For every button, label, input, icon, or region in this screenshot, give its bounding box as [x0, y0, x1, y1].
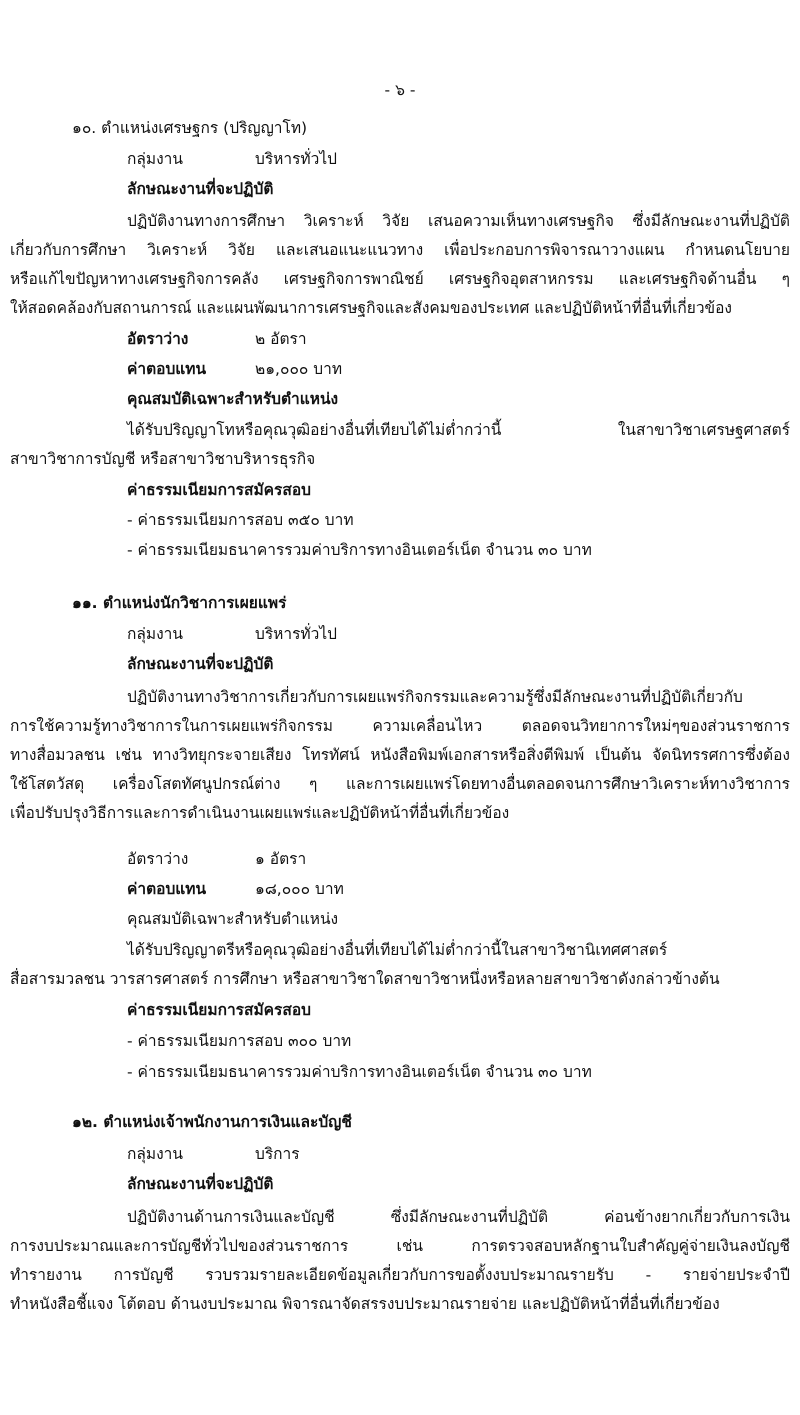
section-11	[0, 589, 800, 1087]
qualification-title: คุณสมบัติเฉพาะสำหรับตำแหน่ง	[127, 390, 339, 408]
qualification-line: ได้รับปริญญาโทหรือคุณวุฒิอย่างอื่นที่เทียบได้ไม่ต่ำกว่านี้ ในสาขาวิชาเศรษฐศาสตร์	[127, 421, 790, 439]
work-group-value: บริหารทั่วไป	[255, 625, 337, 643]
duty-line: ปฏิบัติงานด้านการเงินและบัญชี ซึ่งมีลักษณะงานที่ปฏิบัติ ค่อนข้างยากเกี่ยวกับการเงิน	[127, 1208, 790, 1226]
section-12	[0, 1108, 800, 1319]
duty-line: ทำรายงาน การบัญชี รวบรวมรายละเอียดข้อมูลเกี่ยวกับการขอตั้งงบประมาณรายรับ - รายจ่ายประจำปี	[10, 1266, 790, 1284]
fee-line: - ค่าธรรมเนียมธนาคารรวมค่าบริการทางอินเตอร์เน็ต จำนวน ๓๐ บาท	[127, 1063, 592, 1081]
fee-line: - ค่าธรรมเนียมการสอบ ๓๕๐ บาท	[127, 511, 354, 529]
work-group-label: กลุ่มงาน	[127, 625, 183, 643]
page-number: - ๖ -	[384, 81, 416, 99]
duty-line: ทำหนังสือชี้แจง โต้ตอบ ด้านงบประมาณ พิจารณาจัดสรรงบประมาณรายจ่าย และปฏิบัติหน้าที่อื่นที่เกี่ยวข้อง	[10, 1295, 720, 1313]
section-10	[0, 114, 800, 565]
vacancy-value: ๑ อัตรา	[255, 850, 307, 868]
qualification-paragraph	[0, 416, 800, 474]
salary-label: ค่าตอบแทน	[127, 880, 207, 898]
fee-title: ค่าธรรมเนียมการสมัครสอบ	[127, 1001, 311, 1019]
qualification-title: คุณสมบัติเฉพาะสำหรับตำแหน่ง	[127, 910, 339, 928]
duty-line: ปฏิบัติงานทางวิชาการเกี่ยวกับการเผยแพร่กิจกรรมและความรู้ซึ่งมีลักษณะงานที่ปฏิบัติเกี่ยวกับ	[127, 688, 743, 706]
duty-title: ลักษณะงานที่จะปฏิบัติ	[127, 180, 274, 198]
salary-label: ค่าตอบแทน	[127, 360, 207, 378]
work-group-row	[0, 620, 800, 649]
work-group-value: บริหารทั่วไป	[255, 150, 337, 168]
duty-line: ทางสื่อมวลชน เช่น ทางวิทยุกระจายเสียง โทรทัศน์ หนังสือพิมพ์เอกสารหรือสิ่งตีพิมพ์ เป็นต้น จัดนิทรรศการซึ่งต้อง	[10, 746, 790, 764]
duty-title: ลักษณะงานที่จะปฏิบัติ	[127, 1175, 274, 1193]
qualification-line: สาขาวิชาการบัญชี หรือสาขาวิชาบริหารธุรกิจ	[10, 450, 316, 468]
qualification-line: สื่อสารมวลชน วารสารศาสตร์ การศึกษา หรือสาขาวิชาใดสาขาวิชาหนึ่งหรือหลายสาขาวิชาดังกล่าวข้างต้น	[10, 970, 720, 988]
salary-row	[0, 355, 800, 384]
duty-line: ปฏิบัติงานทางการศึกษา วิเคราะห์ วิจัย เสนอความเห็นทางเศรษฐกิจ ซึ่งมีลักษณะงานที่ปฏิบัติ	[127, 212, 790, 230]
salary-value: ๒๑,๐๐๐ บาท	[255, 360, 343, 378]
work-group-label: กลุ่มงาน	[127, 150, 183, 168]
section-heading: ๑๐. ตำแหน่งเศรษฐกร (ปริญญาโท)	[72, 119, 308, 137]
duty-line: ให้สอดคล้องกับสถานการณ์ และแผนพัฒนาการเศรษฐกิจและสังคมของประเทศ และปฏิบัติหน้าที่อื่นที่เกี่ยวข้อง	[10, 299, 732, 317]
section-heading: ๑๑. ตำแหน่งนักวิชาการเผยแพร่	[72, 594, 287, 612]
duty-line: ใช้โสตวัสดุ เครื่องโสตทัศนูปกรณ์ต่าง ๆ และการเผยแพร่โดยทางอื่นตลอดจนการศึกษาวิเคราะห์ทางวิชาการ	[10, 775, 790, 793]
qualification-line: ได้รับปริญญาตรีหรือคุณวุฒิอย่างอื่นที่เทียบได้ไม่ต่ำกว่านี้ในสาขาวิชานิเทศศาสตร์	[127, 941, 668, 959]
work-group-label: กลุ่มงาน	[127, 1145, 183, 1163]
vacancy-value: ๒ อัตรา	[255, 330, 307, 348]
vacancy-label: อัตราว่าง	[127, 850, 189, 868]
fee-title: ค่าธรรมเนียมการสมัครสอบ	[127, 481, 311, 499]
salary-value: ๑๘,๐๐๐ บาท	[255, 880, 344, 898]
duty-line: เกี่ยวกับการศึกษา วิเคราะห์ วิจัย และเสนอแนะแนวทาง เพื่อประกอบการพิจารณาวางแผน กำหนดนโยบาย	[10, 241, 790, 259]
work-group-row	[0, 1140, 800, 1169]
vacancy-row	[0, 325, 800, 354]
duty-paragraph	[0, 683, 800, 828]
fee-line: - ค่าธรรมเนียมการสอบ ๓๐๐ บาท	[127, 1032, 352, 1050]
salary-row	[0, 875, 800, 904]
duty-line: การใช้ความรู้ทางวิชาการในการเผยแพร่กิจกรรม ความเคลื่อนไหว ตลอดจนวิทยาการใหม่ๆของส่วนราชการ	[10, 717, 790, 735]
vacancy-row	[0, 845, 800, 874]
duty-line: หรือแก้ไขปัญหาทางเศรษฐกิจการคลัง เศรษฐกิจการพาณิชย์ เศรษฐกิจอุตสาหกรรม และเศรษฐกิจด้านอื่น ๆ	[10, 270, 790, 288]
work-group-value: บริการ	[255, 1145, 300, 1163]
duty-paragraph	[0, 1203, 800, 1319]
duty-line: การงบประมาณและการบัญชีทั่วไปของส่วนราชการ เช่น การตรวจสอบหลักฐานใบสำคัญคู่จ่ายเงินลงบัญชี	[10, 1237, 790, 1255]
duty-title: ลักษณะงานที่จะปฏิบัติ	[127, 655, 274, 673]
work-group-row	[0, 145, 800, 174]
vacancy-label: อัตราว่าง	[127, 330, 189, 348]
duty-line: เพื่อปรับปรุงวิธีการและการดำเนินงานเผยแพร่และปฏิบัติหน้าที่อื่นที่เกี่ยวข้อง	[10, 804, 510, 822]
duty-paragraph	[0, 207, 800, 323]
section-heading: ๑๒. ตำแหน่งเจ้าพนักงานการเงินและบัญชี	[72, 1113, 352, 1131]
fee-line: - ค่าธรรมเนียมธนาคารรวมค่าบริการทางอินเตอร์เน็ต จำนวน ๓๐ บาท	[127, 541, 592, 559]
qualification-paragraph	[0, 936, 800, 994]
